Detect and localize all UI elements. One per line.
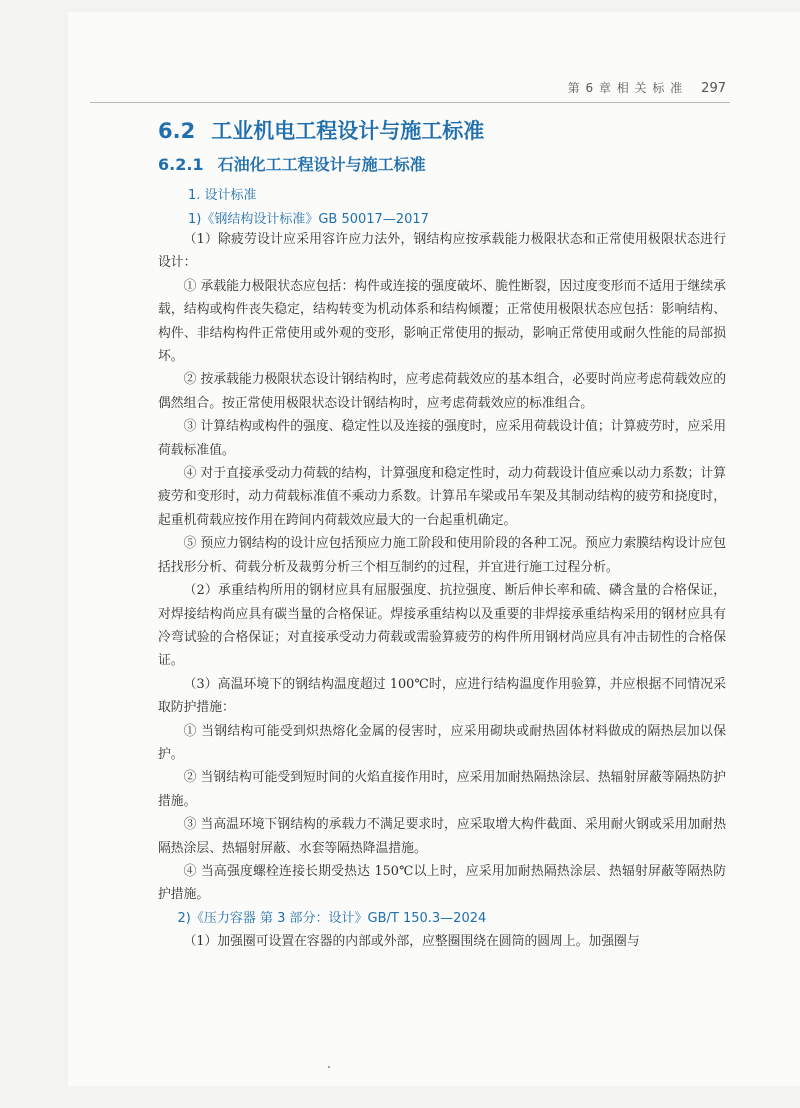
paragraph: ④ 对于直接承受动力荷载的结构，计算强度和稳定性时，动力荷载设计值应乘以动力系数；计算疲劳和变形时，动力荷载标准值不乘动力系数。计算吊车梁或吊车架及其制动结构的疲劳和挠度时，起重机荷载应按作用在跨间内荷载效应最大的一台起重机确定。 (158, 466, 726, 528)
subsection-title: 石油化工工程设计与施工标准 (217, 155, 426, 174)
paragraph: ④ 当高强度螺栓连接长期受热达 150℃以上时，应采用加耐热隔热涂层、热辐射屏蔽等隔热防护措施。 (158, 863, 726, 903)
paragraph: ③ 计算结构或构件的强度、稳定性以及连接的强度时，应采用荷载设计值；计算疲劳时，应采用荷载标准值。 (158, 419, 726, 458)
paragraph: （1）除疲劳设计应采用容许应力法外，钢结构应按承载能力极限状态和正常使用极限状态进行设计： (158, 232, 726, 271)
section-heading (158, 115, 484, 145)
subsection-heading (158, 152, 426, 175)
paragraph: （2）承重结构所用的钢材应具有屈服强度、抗拉强度、断后伸长率和硫、磷含量的合格保证，对焊接结构尚应具有碳当量的合格保证。焊接承重结构以及重要的非焊接承重结构采用的钢材应具有冷弯试验的合格保证；对直接承受动力荷载或需验算疲劳的构件所用钢材尚应具有冲击韧性的合格保证。 (158, 583, 726, 669)
paragraph: ③ 当高温环境下钢结构的承载力不满足要求时，应采取增大构件截面、采用耐火钢或采用加耐热隔热涂层、热辐射屏蔽、水套等隔热降温措施。 (158, 817, 726, 856)
heading-steel-standard: 1)《钢结构设计标准》GB 50017—2017 (188, 212, 429, 227)
header-text (568, 79, 726, 96)
chapter-label: 第 6 章 相 关 标 准 (567, 81, 684, 95)
paragraph: ⑤ 预应力钢结构的设计应包括预应力施工阶段和使用阶段的各种工况。预应力索膜结构设计应包括找形分析、荷载分析及裁剪分析三个相互制约的过程，并宜进行施工过程分析。 (158, 536, 726, 575)
paragraph: （3）高温环境下的钢结构温度超过 100℃时，应进行结构温度作用验算，并应根据不同情况采取防护措施： (158, 676, 726, 716)
paragraph: ② 当钢结构可能受到短时间的火焰直接作用时，应采用加耐热隔热涂层、热辐射屏蔽等隔热防护措施。 (158, 770, 726, 809)
paragraph: （1）加强圈可设置在容器的内部或外部，应整圈围绕在圆筒的圆周上。加强圈与 (183, 934, 640, 950)
section-number: 6.2 (158, 119, 196, 143)
paragraph: ① 承载能力极限状态应包括：构件或连接的强度破坏、脆性断裂，因过度变形而不适用于继续承载，结构或构件丧失稳定，结构转变为机动体系和结构倾覆；正常使用极限状态应包括：影响结构、构件、非结构构件正常使用或外观的变形，影响正常使用的振动，影响正常使用或耐久性能的局部损坏。 (158, 278, 726, 365)
subsection-number: 6.2.1 (158, 155, 204, 174)
page-speck (328, 1066, 330, 1068)
page-number: 297 (701, 81, 726, 96)
paragraph: ② 按承载能力极限状态设计钢结构时，应考虑荷载效应的基本组合，必要时尚应考虑荷载效应的偶然组合。按正常使用极限状态设计钢结构时，应考虑荷载效应的标准组合。 (158, 372, 726, 411)
section-title: 工业机电工程设计与施工标准 (211, 119, 485, 143)
running-header (90, 76, 730, 103)
heading-design-standards: 1. 设计标准 (188, 188, 257, 203)
paragraph: ① 当钢结构可能受到炽热熔化金属的侵害时，应采用砌块或耐热固体材料做成的隔热层加以保护。 (158, 723, 726, 762)
body-text (158, 228, 726, 954)
heading-pressure-vessel-standard: 2)《压力容器 第 3 部分：设计》GB/T 150.3—2024 (177, 910, 487, 926)
